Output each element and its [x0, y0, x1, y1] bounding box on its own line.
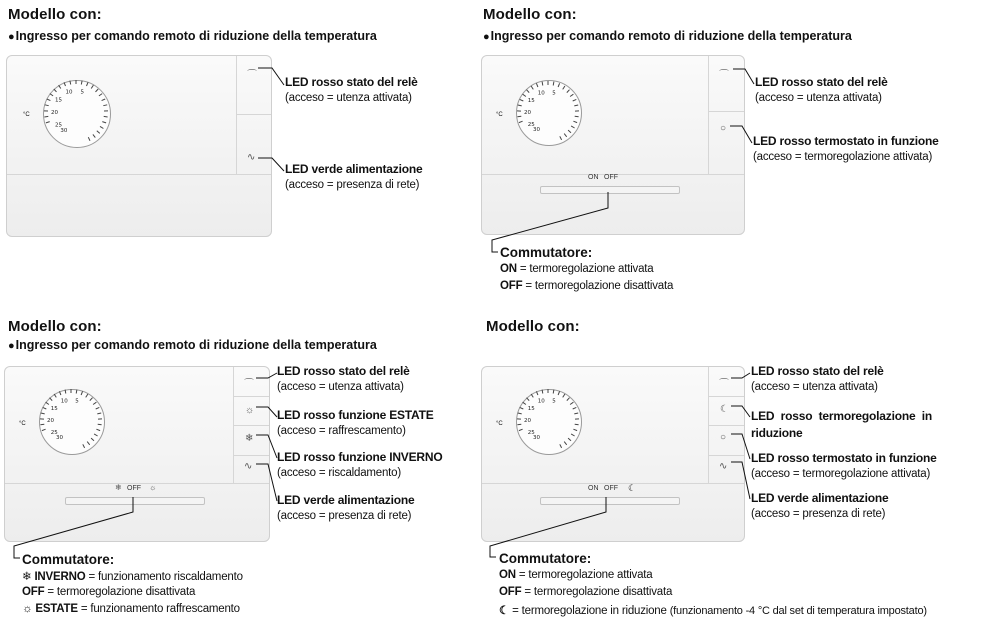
dial-tick — [560, 444, 562, 448]
dial-tick — [568, 438, 571, 441]
dial-tick — [570, 402, 573, 404]
dial-label: 20 — [524, 110, 531, 116]
p4-comm-line-on: ON = termoregolazione attivata — [499, 569, 653, 581]
dial-tick — [91, 85, 93, 88]
dial-tick — [574, 105, 578, 106]
dial-tick — [103, 105, 107, 106]
relay-led-icon: ⌒ — [247, 70, 257, 81]
dial-tick — [573, 121, 577, 122]
dial-tick — [81, 81, 82, 85]
p1-led2-title: LED verde alimentazione — [285, 162, 423, 176]
bullet-icon: ● — [483, 31, 490, 43]
dial-tick — [104, 116, 108, 117]
p2-led2-title: LED rosso termostato in funzione — [753, 134, 939, 148]
dial-tick — [567, 398, 570, 401]
dial-label: 10 — [65, 89, 73, 96]
dial-tick — [93, 402, 96, 404]
panel2-subtitle-text: Ingresso per comando remoto di riduzione della temperatura — [490, 29, 852, 43]
p1-led1-desc: (acceso = utenza attivata) — [285, 92, 412, 104]
p4-comm-line-off: OFF = termoregolazione disattivata — [499, 586, 673, 598]
dial-tick — [54, 89, 57, 92]
dial-tick — [98, 424, 102, 425]
dial-label: 15 — [527, 406, 535, 412]
p4-commutatore-title: Commutatore: — [499, 551, 592, 566]
dial-tick — [54, 394, 56, 397]
dial-tick — [520, 99, 524, 101]
relay-led-icon: ⌒ — [719, 379, 729, 390]
power-led-icon: ∿ — [247, 152, 256, 163]
dial-tick — [93, 134, 95, 137]
leader-line — [731, 434, 750, 459]
dial-tick — [564, 442, 567, 445]
dial-label: 20 — [47, 418, 54, 424]
dial-tick — [83, 444, 85, 448]
dial-label: 30 — [533, 435, 540, 442]
p4-led3-desc: (acceso = termoregolazione attivata) — [751, 468, 931, 480]
dial-unit: °C — [19, 421, 26, 427]
dial-tick — [43, 407, 47, 409]
dial-tick — [59, 391, 61, 395]
leader-line — [256, 373, 277, 378]
p2-led1-title: LED rosso stato del relè — [755, 75, 888, 89]
p4-led2-title-line2: riduzione — [751, 426, 803, 440]
leader-line — [256, 407, 277, 417]
p4-led1-desc: (acceso = utenza attivata) — [751, 381, 878, 393]
snowflake-led-icon: ❄ — [245, 433, 254, 444]
p1-led2-desc: (acceso = presenza di rete) — [285, 179, 420, 191]
p4-led2-title: LED rosso termoregolazione in — [751, 409, 932, 423]
dial-tick — [86, 394, 88, 397]
switch-label-on: ON — [588, 174, 599, 181]
dial-tick — [90, 398, 93, 401]
dial-tick — [563, 394, 565, 397]
leader-line — [258, 158, 284, 171]
dial-tick — [45, 105, 49, 106]
dial-label: 5 — [80, 89, 84, 96]
dial-tick — [571, 434, 575, 436]
dial-tick — [41, 413, 45, 414]
leader-line — [258, 68, 284, 85]
dial-tick — [573, 99, 577, 101]
dial-tick — [570, 94, 573, 96]
dial-label: 30 — [60, 128, 68, 134]
dial-tick — [568, 130, 571, 133]
bullet-icon: ● — [8, 340, 15, 352]
p3-led3-title: LED rosso funzione INVERNO — [277, 450, 443, 464]
dial-tick — [97, 131, 100, 134]
leader-line — [730, 126, 752, 143]
leader-line — [731, 406, 750, 417]
dial-tick — [517, 424, 521, 425]
dial-tick — [87, 442, 90, 445]
p2-led2-desc: (acceso = termoregolazione attivata) — [753, 151, 933, 163]
leader-line — [256, 435, 277, 458]
p3-commutatore-title: Commutatore: — [22, 552, 115, 567]
dial-tick — [567, 90, 570, 93]
dial-tick — [536, 83, 538, 87]
leader-line — [256, 464, 277, 501]
panel1-title: Modello con: — [8, 6, 102, 23]
dial-tick — [523, 402, 526, 404]
dial-tick — [96, 429, 100, 430]
dial-tick — [99, 94, 102, 96]
dial-tick — [47, 99, 51, 101]
dial-tick — [558, 83, 560, 87]
dial-label: 20 — [51, 110, 58, 116]
dial-tick — [520, 407, 524, 409]
dial-tick — [100, 126, 103, 128]
dial-tick — [558, 391, 560, 395]
dial-tick — [542, 82, 543, 86]
leader-line — [14, 497, 133, 558]
dial-tick — [517, 116, 521, 117]
dial-tick — [102, 99, 106, 101]
dial-tick — [519, 429, 523, 430]
dial-tick — [560, 136, 562, 140]
snowflake-icon: ❄ — [22, 571, 32, 583]
dial-tick — [527, 90, 530, 93]
p2-comm-line-off: OFF = termoregolazione disattivata — [500, 280, 674, 292]
dial-label: 15 — [55, 97, 62, 104]
p3-comm-line-inverno: ❄ INVERNO = funzionamento riscaldamento — [22, 571, 243, 583]
p3-comm-line-estate: ☼ ESTATE = funzionamento raffrescamento — [22, 603, 240, 615]
p4-led1-title: LED rosso stato del relè — [751, 364, 884, 378]
moon-icon: ☾ — [499, 605, 510, 617]
dial-tick — [553, 82, 554, 86]
dial-tick — [564, 134, 567, 137]
p3-led3-desc: (acceso = riscaldamento) — [277, 467, 401, 479]
leader-line — [490, 497, 606, 557]
dial-tick — [44, 116, 48, 117]
leader-line — [731, 373, 750, 378]
sun-icon: ☼ — [22, 603, 33, 615]
dial-tick — [46, 402, 49, 404]
dial-tick — [97, 413, 101, 414]
dial-tick — [536, 391, 538, 395]
dial-label: 25 — [527, 122, 535, 128]
switch-moon-icon: ☾ — [628, 483, 637, 493]
dial-label: 10 — [537, 398, 545, 405]
p2-comm-line-on: ON = termoregolazione attivata — [500, 263, 654, 275]
p3-led4-title: LED verde alimentazione — [277, 493, 415, 507]
dial-tick — [518, 413, 522, 414]
p3-led2-desc: (acceso = raffrescamento) — [277, 425, 406, 437]
dial-tick — [87, 82, 89, 86]
p4-led4-desc: (acceso = presenza di rete) — [751, 508, 886, 520]
dial-tick — [88, 137, 90, 141]
moon-led-icon: ☾ — [720, 404, 729, 415]
dial-label: 15 — [50, 406, 58, 412]
p3-led1-desc: (acceso = utenza attivata) — [277, 381, 404, 393]
dial-tick — [542, 390, 543, 394]
dial-label: 15 — [527, 98, 535, 104]
dial-tick — [91, 438, 94, 441]
dial-label: 5 — [75, 398, 79, 405]
p4-led4-title: LED verde alimentazione — [751, 491, 889, 505]
p3-comm-line-off: OFF = termoregolazione disattivata — [22, 586, 196, 598]
dial-label: 5 — [552, 90, 556, 97]
dial-unit: °C — [496, 421, 503, 427]
relay-led-icon: ⌒ — [244, 379, 254, 390]
p3-led4-desc: (acceso = presenza di rete) — [277, 510, 412, 522]
p4-led3-title: LED rosso termostato in funzione — [751, 451, 937, 465]
p3-led2-title: LED rosso funzione ESTATE — [277, 408, 434, 422]
dial-label: 10 — [60, 398, 68, 405]
leader-line — [492, 192, 608, 252]
switch-label-off: OFF — [604, 174, 618, 181]
dial-tick — [531, 86, 533, 89]
thermostat-led-icon: ○ — [720, 123, 727, 134]
dial-unit: °C — [23, 112, 30, 118]
dial-tick — [70, 81, 71, 85]
dial-label: 30 — [533, 127, 540, 134]
dial-tick — [519, 121, 523, 122]
p2-commutatore-title: Commutatore: — [500, 245, 593, 260]
dial-tick — [575, 116, 579, 117]
p1-led1-title: LED rosso stato del relè — [285, 75, 418, 89]
dial-label: 30 — [56, 435, 63, 442]
dial-tick — [523, 94, 526, 96]
dial-label: 25 — [55, 122, 62, 129]
dial-tick — [96, 407, 100, 409]
dial-tick — [575, 424, 579, 425]
switch-sun-icon: ☼ — [149, 483, 157, 492]
p3-led1-title: LED rosso stato del relè — [277, 364, 410, 378]
p4-comm-line-riduzione: ☾ = termoregolazione in riduzione (funzionamento -4 °C dal set di temperatura impostato) — [499, 605, 927, 617]
switch-label-off: OFF — [127, 485, 141, 492]
dial-tick — [50, 94, 53, 96]
dial-tick — [94, 434, 98, 436]
sun-led-icon: ☼ — [245, 405, 255, 416]
dial-tick — [531, 394, 533, 397]
thermostat-led-icon: ○ — [720, 432, 727, 443]
dial-tick — [81, 391, 83, 395]
relay-led-icon: ⌒ — [719, 70, 729, 81]
dial-tick — [76, 390, 77, 394]
dial-tick — [574, 413, 578, 414]
dial-tick — [42, 429, 46, 430]
dial-tick — [573, 407, 577, 409]
dial-tick — [573, 429, 577, 430]
dial-tick — [518, 105, 522, 106]
dial-tick — [102, 122, 106, 123]
panel3-subtitle-text: Ingresso per comando remoto di riduzione della temperatura — [15, 338, 377, 352]
dial-tick — [40, 424, 44, 425]
dial-tick — [46, 122, 50, 123]
bullet-icon: ● — [8, 31, 15, 43]
dial-tick — [563, 86, 565, 89]
dial-unit: °C — [496, 112, 503, 118]
dial-label: 5 — [552, 398, 556, 405]
dial-label: 25 — [527, 430, 535, 436]
panel3-title: Modello con: — [8, 318, 102, 335]
p2-led1-desc: (acceso = utenza attivata) — [755, 92, 882, 104]
dial-tick — [59, 85, 61, 88]
switch-label-off: OFF — [604, 485, 618, 492]
power-led-icon: ∿ — [719, 461, 728, 472]
dial-tick — [65, 390, 66, 394]
panel2-title: Modello con: — [483, 6, 577, 23]
dial-label: 25 — [50, 430, 58, 436]
switch-snowflake-icon: ❄ — [115, 483, 122, 492]
panel4-title: Modello con: — [486, 318, 580, 335]
leader-line — [733, 69, 754, 84]
dial-tick — [50, 398, 53, 401]
dial-tick — [64, 82, 66, 86]
dial-label: 20 — [524, 418, 531, 424]
dial-label: 10 — [537, 90, 545, 97]
dial-tick — [527, 398, 530, 401]
leader-line — [731, 462, 750, 499]
panel1-subtitle-text: Ingresso per comando remoto di riduzione della temperatura — [15, 29, 377, 43]
dial-tick — [96, 89, 99, 92]
power-led-icon: ∿ — [244, 461, 253, 472]
switch-label-on: ON — [588, 485, 599, 492]
dial-tick — [553, 390, 554, 394]
dial-tick — [571, 126, 575, 128]
